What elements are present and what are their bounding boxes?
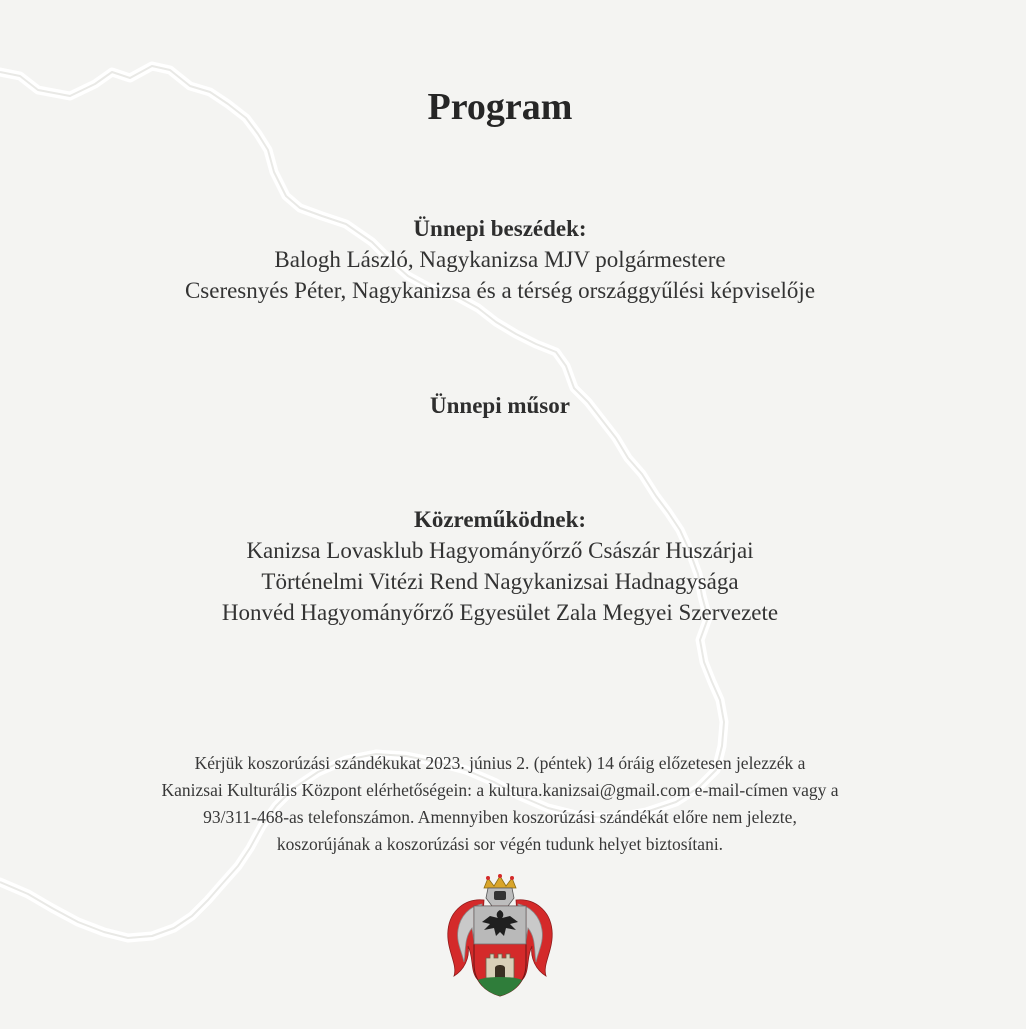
contributors-heading: Közreműködnek: bbox=[413, 507, 587, 532]
nagykanizsa-coat-of-arms-icon bbox=[444, 872, 556, 998]
notice-line: koszorújának a koszorúzási sor végén tudunk helyet biztosítani. bbox=[276, 834, 724, 854]
programme-heading: Ünnepi műsor bbox=[430, 393, 570, 418]
notice-line: Kérjük koszorúzási szándékukat 2023. június 2. (péntek) 14 óráig előzetesen jelezzék a bbox=[194, 753, 806, 773]
wreath-notice bbox=[0, 750, 1000, 858]
speeches-section bbox=[0, 214, 1000, 306]
speeches-heading: Ünnepi beszédek: bbox=[413, 216, 587, 241]
speaker-line: Balogh László, Nagykanizsa MJV polgármestere bbox=[274, 247, 726, 272]
programme-section bbox=[0, 391, 1000, 421]
speaker-line: Cseresnyés Péter, Nagykanizsa és a térség országgyűlési képviselője bbox=[184, 278, 816, 303]
page-title: Program bbox=[427, 86, 573, 128]
notice-line: 93/311-468-as telefonszámon. Amennyiben koszorúzási szándékát előre nem jelezte, bbox=[203, 807, 797, 827]
notice-line: Kanizsai Kulturális Központ elérhetőségein: a kultura.kanizsai@gmail.com e-mail-címen vagy a bbox=[161, 780, 839, 800]
contributor-line: Történelmi Vitézi Rend Nagykanizsai Hadnagysága bbox=[261, 569, 739, 594]
contributors-section bbox=[0, 505, 1000, 628]
contributor-line: Kanizsa Lovasklub Hagyományőrző Császár Huszárjai bbox=[246, 538, 754, 563]
contributor-line: Honvéd Hagyományőrző Egyesület Zala Megyei Szervezete bbox=[221, 600, 779, 625]
